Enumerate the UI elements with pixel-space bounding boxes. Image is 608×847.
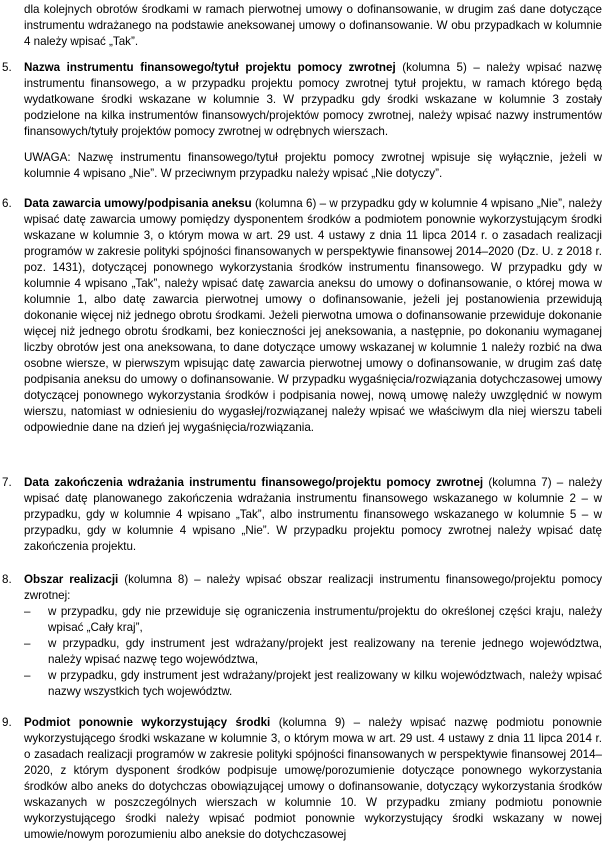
intro-text: dla kolejnych obrotów środkami w ramach pierwotnej umowy o dofinansowanie, w drugim zaś dane dotyczące instrumentu wdrażanego na podstawie aneksowanej umowy o dofinansowanie. W obu przypadkach w kolumnie 4 należy wpisać „Tak”. [24,3,602,48]
item-9-text: (kolumna 9) – należy wpisać nazwę podmiotu ponownie wykorzystującego środki wskazane w kolumnie 3, o którym mowa w art. 29 ust. 4 ustawy z dnia 11 lipca 2014 r. o zasadach realizacji programów w zakresie polityki spójności finansowanych w perspektywie finansowej 2014–2020, z którym dysponent środków podpisuje umowę/porozumienie dotyczące ponownego wykorzystania środków albo aneks do dotychczas obowiązującej umowy o dofinansowanie, dotyczący wykorzystania środków wskazanych w poszczególnych wierszach w kolumnie 10. W przypadku zmiany podmiotu ponownie wykorzystującego środki należy wpisać podmiot ponownie wykorzystujący środki wskazany w nowej umowie/nowym porozumieniu albo aneksie do dotychczasowej [24,716,602,841]
item-5-number: 5. [2,61,12,74]
item-8-number: 8. [2,573,12,586]
item-5 [2,60,602,140]
item-5-note [24,150,602,182]
item-7 [2,475,602,555]
item-8-bullet [24,604,602,636]
item-7-title: Data zakończenia wdrażania instrumentu finansowego/projektu pomocy zwrotnej [24,476,484,489]
item-8 [2,572,602,700]
intro-paragraph [24,2,602,50]
item-8-bullet [24,668,602,700]
item-6 [2,196,602,436]
item-5-note-text: UWAGA: Nazwę instrumentu finansowego/tytuł projektu pomocy zwrotnej wpisuje się wyłącznie, jeżeli w kolumnie 4 wpisano „Nie”. W przeciwnym przypadku należy wpisać „Nie dotyczy”. [24,151,602,180]
bullet-dash: – [24,669,31,682]
item-5-text: (kolumna 5) – należy wpisać nazwę instrumentu finansowego, a w przypadku projektu pomocy zwrotnej tytuł projektu, w ramach którego będą wydatkowane środki wskazane w kolumnie 3. W przypadku gdy środki wskazane w kolumnie 3 zostały podzielone na kilka instrumentów finansowych/projektów pomocy zwrotnej, należy wpisać nazwy instrumentów finansowych/tytuły projektów pomocy zwrotnej w odrębnych wierszach. [24,61,602,138]
item-8-title: Obszar realizacji [24,573,119,586]
bullet-dash: – [24,637,31,650]
bullet-text: w przypadku, gdy instrument jest wdrażany/projekt jest realizowany na terenie jednego województwa, należy wpisać nazwę tego województwa, [48,637,602,666]
item-8-bullet [24,636,602,668]
item-5-title: Nazwa instrumentu finansowego/tytuł projektu pomocy zwrotnej [24,61,396,74]
item-7-text: (kolumna 7) – należy wpisać datę planowanego zakończenia wdrażania instrumentu finansowego wskazanego w kolumnie 2 – w przypadku, gdy w kolumnie 4 wpisano „Tak”, albo instrumentu finansowego wskazanego w kolumnie 5 – w przypadku, gdy w kolumnie 4 wpisano „Nie”. W przypadku projektu pomocy zwrotnej należy wpisać datę zakończenia projektu. [24,476,602,553]
item-8-text: (kolumna 8) – należy wpisać obszar realizacji instrumentu finansowego/projektu pomocy zwrotnej: [24,573,602,602]
item-6-text: (kolumna 6) – w przypadku gdy w kolumnie 4 wpisano „Nie”, należy wpisać datę zawarcia umowy pomiędzy dysponentem środków a podmiotem ponownie wykorzystującym środki wskazane w kolumnie 3, o którym mowa w art. 29 ust. 4 ustawy z dnia 11 lipca 2014 r. o zasadach realizacji programów w zakresie polityki spójności finansowanych w perspektywie finansowej 2014–2020 (Dz. U. z 2018 r. poz. 1431), dotyczącej ponownego wykorzystania środków instrumentu finansowego. W przypadku gdy w kolumnie 4 wpisano „Tak”, należy wpisać datę zawarcia aneksu do umowy o dofinansowanie, o której mowa w kolumnie 1, albo datę zawarcia pierwotnej umowy o dofinansowanie, jeżeli jej postanowienia przewidują dokonanie więcej niż jednego obrotu środkami. Jeżeli pierwotna umowa o dofinansowanie przewiduje dokonanie więcej niż jednego obrotu środkami, bez konieczności jej aneksowania, a następnie, po dokonaniu wymaganej liczby obrotów jest ona aneksowana, to dane dotyczące umowy wskazanej w kolumnie 1 należy rozbić na dwa osobne wiersze, w pierwszym wpisując datę zawarcia pierwotnej umowy o dofinansowanie, w drugim zaś datę podpisania aneksu do umowy o dofinansowanie. W przypadku wygaśnięcia/rozwiązania dotychczasowej umowy dotyczącej ponownego wykorzystania środków i podpisania nowej, nową umowę należy uwzględnić w nowym wierszu, natomiast w odniesieniu do wygasłej/rozwiązanej należy wpisać we właściwym dla niej wierszu tabeli odpowiednie dane na dzień jej wygaśnięcia/rozwiązania. [24,197,602,434]
item-9-title: Podmiot ponownie wykorzystujący środki [24,716,271,729]
item-7-number: 7. [2,476,12,489]
item-9-number: 9. [2,716,12,729]
item-6-number: 6. [2,197,12,210]
bullet-text: w przypadku, gdy instrument jest wdrażany/projekt jest realizowany w kilku województwach, należy wpisać nazwy wszystkich tych województw. [48,669,602,698]
bullet-dash: – [24,605,31,618]
item-6-title: Data zawarcia umowy/podpisania aneksu [24,197,252,210]
item-9 [2,715,602,843]
bullet-text: w przypadku, gdy nie przewiduje się ograniczenia instrumentu/projektu do określonej części kraju, należy wpisać „Cały kraj”, [48,605,602,634]
